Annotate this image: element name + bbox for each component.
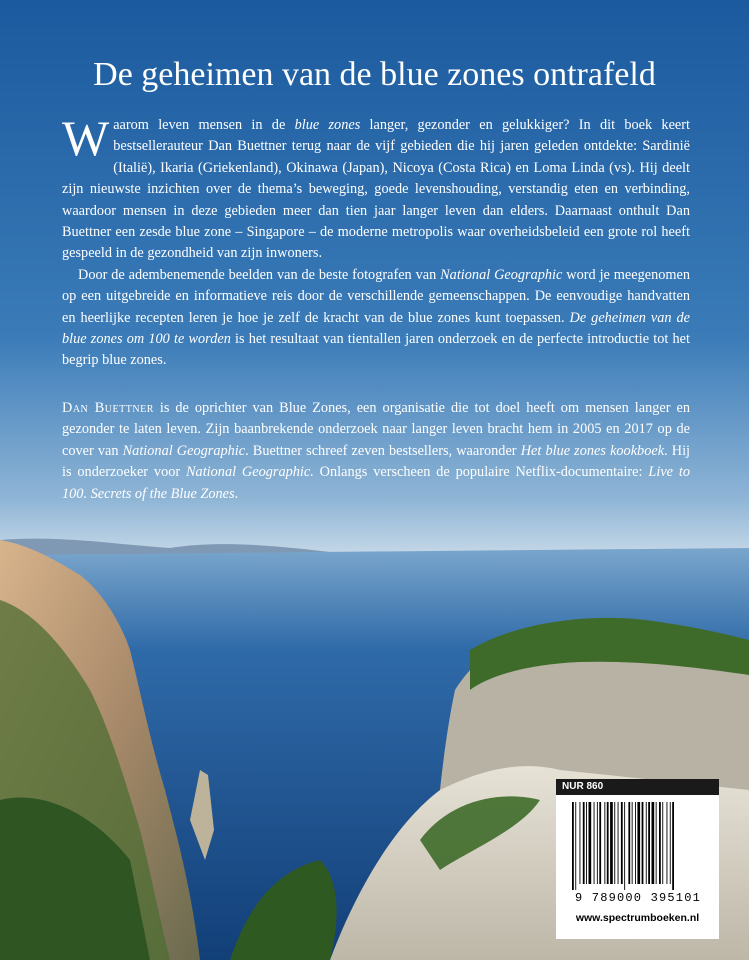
intro-p1-b: langer, gezonder en gelukkiger? In dit boek keert bestsellerauteur Dan Buettner terug naar de vijf gebieden die hij jaren geleden ontdekte: Sardinië (Italië), Ikaria (Griekenland), Okinawa (Japan), Nicoya (Costa Rica) en Loma Linda (vs). Hij deelt zijn nieuwste inzichten over de thema’s beweging, goede levenshouding, verstandig eten en verbinding, waardoor mensen in deze gebieden meer dan tien jaar langer leven dan elders. Daarnaast onthult Dan Buettner een zesde blue zone – Singapore – de moderne metropolis waar overheidsbeleid een grote rol heeft gespeeld in de gezondheid van zijn inwoners. xyxy=(62,117,690,262)
intro-p2-em2: De geheimen van de blue zones om 100 te worden xyxy=(62,309,690,348)
author-bio xyxy=(62,398,690,505)
author-bio-em3: National Geographic. xyxy=(186,464,314,481)
author-bio-em1: National Geographic xyxy=(122,442,246,459)
author-bio-e: . xyxy=(234,485,239,502)
intro-p1-a: aarom leven mensen in de xyxy=(113,117,295,133)
intro-p2-a: Door de adembenemende beelden van de beste fotografen van xyxy=(78,266,441,283)
author-bio-d: Onlangs verscheen de populaire Netflix-documentaire: xyxy=(313,464,649,481)
intro-text xyxy=(62,110,690,372)
isbn-number: 9 789000 395101 xyxy=(574,891,702,905)
page-title: De geheimen van de blue zones ontrafeld xyxy=(93,56,656,93)
author-bio-em4: Live to 100. Secrets of the Blue Zones xyxy=(62,464,690,502)
nur-code: NUR 860 xyxy=(556,779,719,795)
intro-p1-em: blue zones xyxy=(294,117,361,133)
author-name: Dan Buettner xyxy=(62,400,154,416)
author-bio-a: is de oprichter van Blue Zones, een organisatie die tot doel heeft om mensen langer en gezonder te laten leven. Zijn baanbrekende onderzoek naar langer leven bracht hem in 2005 en 2017 op de cover van xyxy=(62,400,690,459)
intro-p2-em1: National Geographic xyxy=(440,266,563,283)
intro-p2-c: is het resultaat van tientallen jaren onderzoek en de perfecte introductie tot het begrip blue zones. xyxy=(62,331,690,369)
intro-p2-b: word je meegenomen op een uitgebreide en informatieve reis door de verschillende gemeenschappen. De eenvoudige handvatten en heerlijke recepten leren je hoe je zelf de kracht van de blue zones kunt toepassen. xyxy=(62,266,690,326)
drop-cap: W xyxy=(62,110,110,166)
author-bio-c: . Hij is onderzoeker voor xyxy=(62,442,691,481)
isbn-barcode xyxy=(570,802,706,890)
author-bio-b: . Buettner schreef zeven bestsellers, waaronder xyxy=(245,442,521,459)
publisher-website: www.spectrumboeken.nl xyxy=(575,912,700,924)
author-bio-em2: Het blue zones kookboek xyxy=(520,442,665,459)
